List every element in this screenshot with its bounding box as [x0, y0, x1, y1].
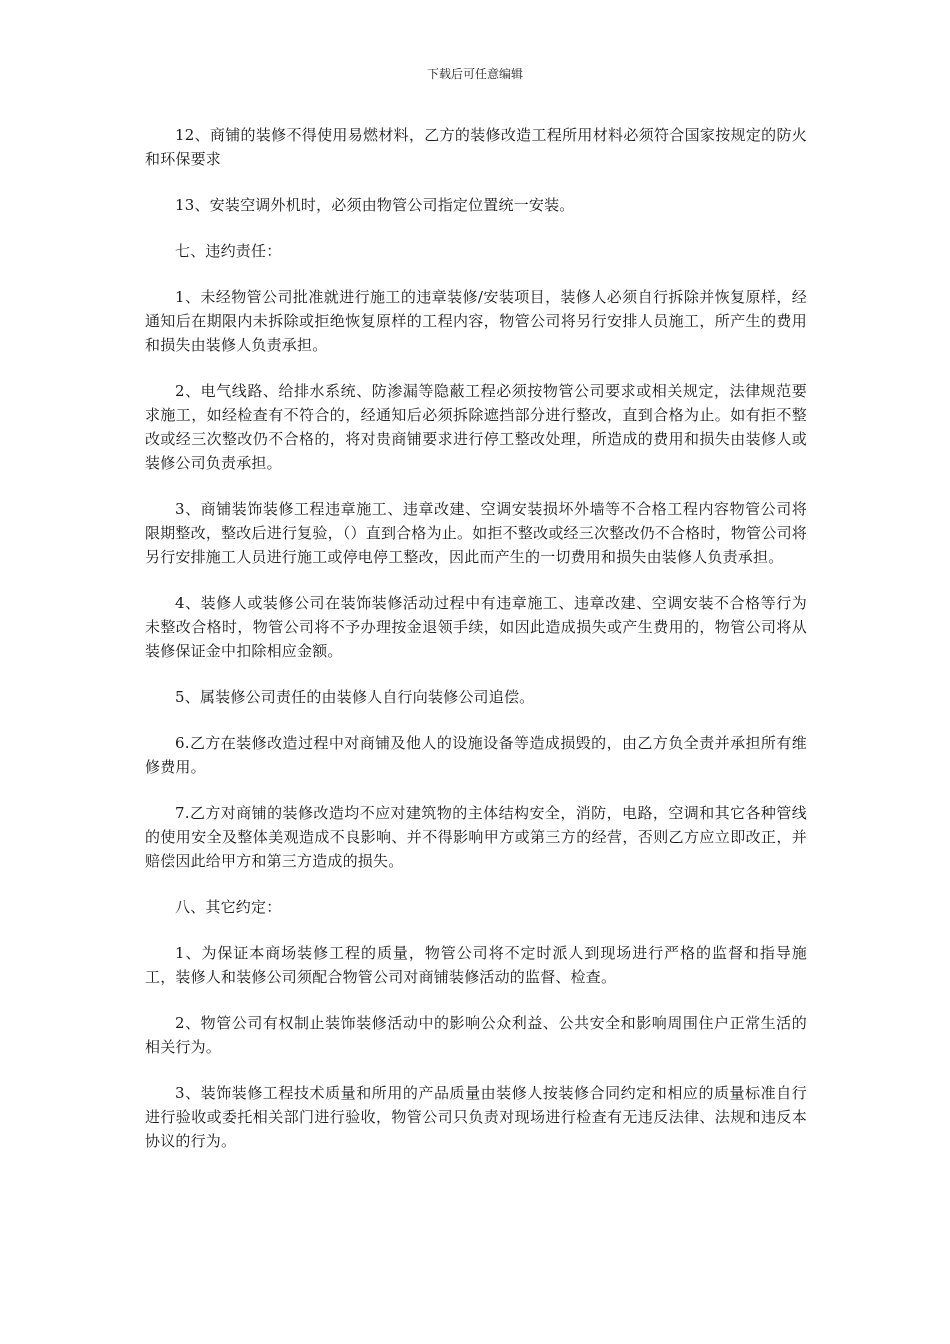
liability-clause-1: 1、未经物管公司批准就进行施工的违章装修/安装项目，装修人必须自行拆除并恢复原样，经通知后在期限内未拆除或拒绝恢复原样的工程内容，物管公司将另行安排人员施工，所产生的费用和损失由装修人负责承担。 [145, 288, 807, 354]
section-heading-other-agreements: 八、其它约定： [175, 898, 282, 916]
liability-clause-4: 4、装修人或装修公司在装饰装修活动过程中有违章施工、违章改建、空调安装不合格等行为未整改合格时，物管公司将不予办理按金退领手续，如因此造成损失或产生费用的，物管公司将从装修保证金中扣除相应金额。 [145, 594, 807, 660]
section-heading-liability: 七、违约责任： [175, 242, 282, 260]
liability-clause-7: 7.乙方对商铺的装修改造均不应对建筑物的主体结构安全，消防，电路，空调和其它各种管线的使用安全及整体美观造成不良影响、并不得影响甲方或第三方的经营，否则乙方应立即改正，并赔偿因此给甲方和第三方造成的损失。 [145, 804, 807, 870]
other-agreement-1: 1、为保证本商场装修工程的质量，物管公司将不定时派人到现场进行严格的监督和指导施工，装修人和装修公司须配合物管公司对商铺装修活动的监督、检查。 [145, 944, 807, 986]
clause-13-air-conditioner-installation: 13、安装空调外机时，必须由物管公司指定位置统一安装。 [175, 196, 575, 214]
liability-clause-5: 5、属装修公司责任的由装修人自行向装修公司追偿。 [175, 688, 535, 706]
liability-clause-2: 2、电气线路、给排水系统、防渗漏等隐蔽工程必须按物管公司要求或相关规定，法律规范要求施工，如经检查有不符合的，经通知后必须拆除遮挡部分进行整改，直到合格为止。如有拒不整改或经三次整改仍不合格的，将对贵商铺要求进行停工整改处理，所造成的费用和损失由装修人或装修公司负责承担。 [145, 382, 807, 472]
other-agreement-2: 2、物管公司有权制止装饰装修活动中的影响公众利益、公共安全和影响周围住户正常生活的相关行为。 [145, 1014, 807, 1056]
clause-12-fireproof-materials: 12、商铺的装修不得使用易燃材料，乙方的装修改造工程所用材料必须符合国家按规定的防火和环保要求 [145, 126, 807, 168]
liability-clause-3: 3、商铺装饰装修工程违章施工、违章改建、空调安装损坏外墙等不合格工程内容物管公司将限期整改，整改后进行复验，（）直到合格为止。如拒不整改或经三次整改仍不合格时，物管公司将另行安排施工人员进行施工或停电停工整改，因此而产生的一切费用和损失由装修人负责承担。 [145, 500, 807, 566]
page-header: 下载后可任意编辑 [426, 67, 523, 81]
liability-clause-6: 6.乙方在装修改造过程中对商铺及他人的设施设备等造成损毁的，由乙方负全责并承担所有维修费用。 [145, 734, 807, 776]
other-agreement-3: 3、装饰装修工程技术质量和所用的产品质量由装修人按装修合同约定和相应的质量标准自行进行验收或委托相关部门进行验收，物管公司只负责对现场进行检查有无违反法律、法规和违反本协议的行为。 [145, 1084, 807, 1150]
document-body [145, 123, 807, 1175]
